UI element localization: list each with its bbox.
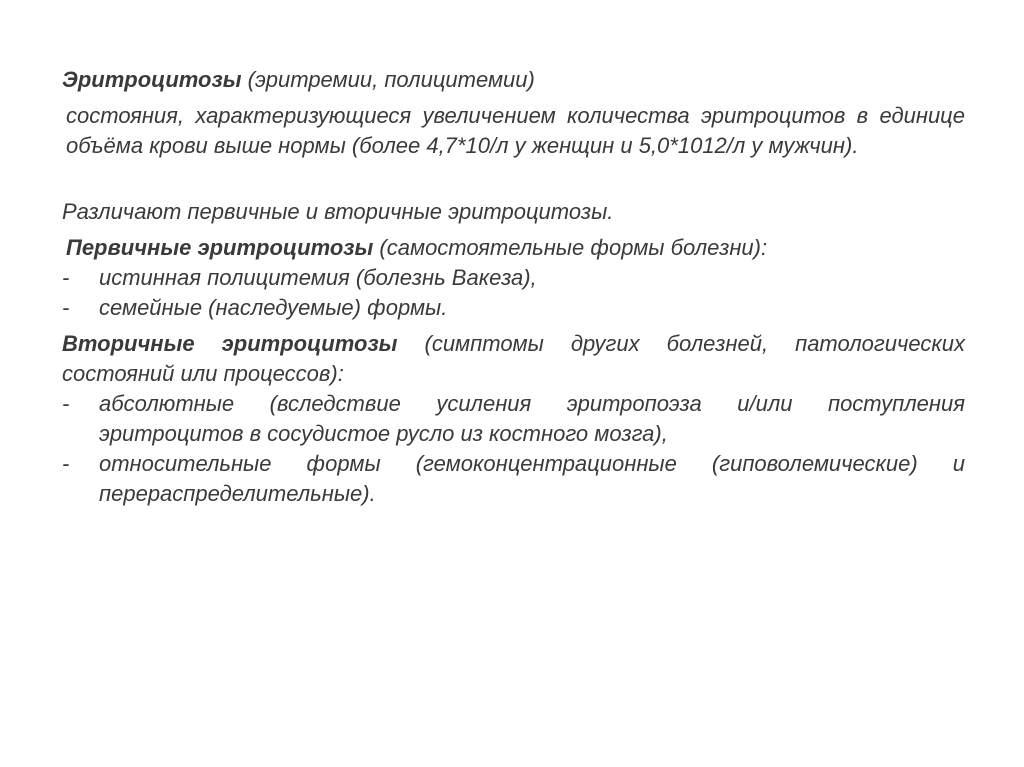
primary-heading-note: (самостоятельные формы болезни): xyxy=(373,235,768,260)
secondary-heading-term: Вторичные эритроцитозы xyxy=(62,331,398,356)
primary-list-item xyxy=(62,263,965,293)
list-dash: - xyxy=(62,391,70,416)
list-dash: - xyxy=(62,295,70,320)
primary-heading-term: Первичные эритроцитозы xyxy=(66,235,374,260)
secondary-list-item xyxy=(62,449,965,509)
title-synonyms: (эритремии, полицитемии) xyxy=(241,67,535,92)
title-line xyxy=(62,65,965,95)
secondary-heading xyxy=(62,329,965,389)
list-item-text: семейные (наследуемые) формы. xyxy=(99,295,448,320)
definition-paragraph: состояния, характеризующиеся увеличением количества эритроцитов в единице объёма крови выше нормы (более 4,7*10/л у женщин и 5,0*1012/л у мужчин). xyxy=(66,103,965,158)
title-term: Эритроцитозы xyxy=(62,67,242,92)
list-item-text: истинная полицитемия (болезнь Вакеза), xyxy=(99,265,537,290)
list-item-text: абсолютные (вследствие усиления эритропоэза и/или поступления эритроцитов в сосудистое русло из костного мозга), xyxy=(99,391,965,446)
primary-list-item xyxy=(62,293,965,323)
classification-sentence: Различают первичные и вторичные эритроцитозы. xyxy=(62,199,614,224)
slide-content xyxy=(62,65,965,509)
list-dash: - xyxy=(62,451,70,476)
list-dash: - xyxy=(62,265,70,290)
secondary-list-item xyxy=(62,389,965,449)
primary-heading xyxy=(62,233,965,263)
secondary-heading-note: (симптомы других болезней, патологических состояний или процессов): xyxy=(62,331,965,386)
list-item-text: относительные формы (гемоконцентрационные (гиповолемические) и перераспределительные). xyxy=(99,451,965,506)
